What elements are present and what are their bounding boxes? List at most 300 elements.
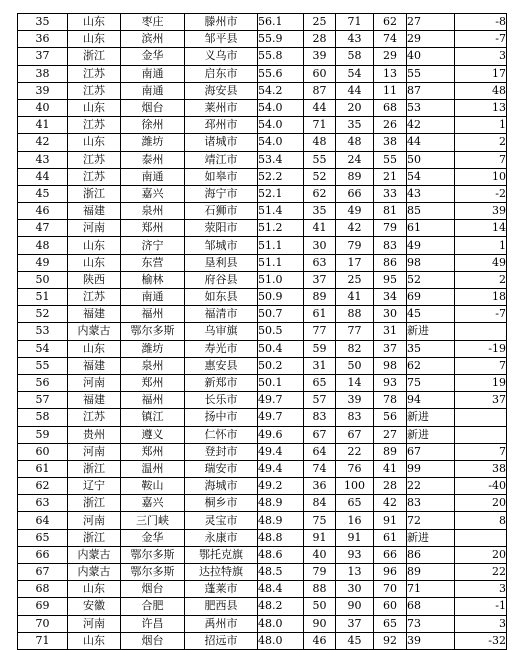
prev-rank-cell: 89 [407, 564, 455, 581]
prev-rank-cell: 40 [407, 48, 455, 65]
county-cell: 邳州市 [185, 117, 258, 134]
ranking-table-container [17, 13, 507, 650]
county-cell: 如东县 [185, 289, 258, 306]
indicator-2-cell: 16 [336, 512, 374, 529]
indicator-2-cell: 25 [336, 271, 374, 288]
indicator-3-cell: 41 [374, 460, 407, 477]
city-cell: 南通 [121, 168, 185, 185]
indicator-2-cell: 44 [336, 82, 374, 99]
rank-change-cell: 8 [455, 512, 507, 529]
province-cell: 河南 [68, 443, 121, 460]
prev-rank-cell: 69 [407, 289, 455, 306]
indicator-2-cell: 100 [336, 478, 374, 495]
province-cell: 山东 [68, 632, 121, 649]
province-cell: 福建 [68, 306, 121, 323]
city-cell: 枣庄 [121, 14, 185, 31]
rank-cell: 46 [18, 203, 68, 220]
rank-cell: 39 [18, 82, 68, 99]
city-cell: 嘉兴 [121, 495, 185, 512]
city-cell: 滨州 [121, 31, 185, 48]
indicator-2-cell: 58 [336, 48, 374, 65]
indicator-3-cell: 98 [374, 357, 407, 374]
table-row [18, 632, 507, 649]
city-cell: 榆林 [121, 271, 185, 288]
rank-change-cell: 49 [455, 254, 507, 271]
prev-rank-cell: 67 [407, 443, 455, 460]
province-cell: 内蒙古 [68, 546, 121, 563]
county-cell: 新郑市 [185, 374, 258, 391]
table-row [18, 495, 507, 512]
prev-rank-cell: 68 [407, 598, 455, 615]
indicator-1-cell: 57 [304, 392, 336, 409]
table-row [18, 478, 507, 495]
city-cell: 郑州 [121, 443, 185, 460]
indicator-1-cell: 28 [304, 31, 336, 48]
table-row [18, 409, 507, 426]
city-cell: 东营 [121, 254, 185, 271]
rank-change-cell: 3 [455, 581, 507, 598]
indicator-3-cell: 68 [374, 99, 407, 116]
prev-rank-cell: 94 [407, 392, 455, 409]
indicator-3-cell: 29 [374, 48, 407, 65]
rank-change-cell: 10 [455, 168, 507, 185]
province-cell: 河南 [68, 512, 121, 529]
province-cell: 辽宁 [68, 478, 121, 495]
county-cell: 瑞安市 [185, 460, 258, 477]
city-cell: 鄂尔多斯 [121, 323, 185, 340]
indicator-3-cell: 33 [374, 185, 407, 202]
rank-cell: 44 [18, 168, 68, 185]
prev-rank-cell: 29 [407, 31, 455, 48]
city-cell: 温州 [121, 460, 185, 477]
city-cell: 鄂尔多斯 [121, 546, 185, 563]
table-row [18, 31, 507, 48]
indicator-2-cell: 83 [336, 409, 374, 426]
province-cell: 河南 [68, 615, 121, 632]
table-row [18, 203, 507, 220]
county-cell: 福清市 [185, 306, 258, 323]
province-cell: 山东 [68, 14, 121, 31]
indicator-3-cell: 31 [374, 323, 407, 340]
indicator-3-cell: 62 [374, 14, 407, 31]
province-cell: 山东 [68, 254, 121, 271]
score-cell: 55.6 [258, 65, 304, 82]
county-cell: 登封市 [185, 443, 258, 460]
rank-cell: 45 [18, 185, 68, 202]
rank-cell: 48 [18, 237, 68, 254]
county-cell: 达拉特旗 [185, 564, 258, 581]
prev-rank-cell: 75 [407, 374, 455, 391]
province-cell: 山东 [68, 581, 121, 598]
prev-rank-cell: 39 [407, 632, 455, 649]
prev-rank-cell: 42 [407, 117, 455, 134]
rank-change-cell: 2 [455, 134, 507, 151]
score-cell: 52.1 [258, 185, 304, 202]
indicator-1-cell: 44 [304, 99, 336, 116]
indicator-3-cell: 13 [374, 65, 407, 82]
rank-change-cell: -19 [455, 340, 507, 357]
county-cell: 长乐市 [185, 392, 258, 409]
indicator-3-cell: 83 [374, 237, 407, 254]
county-cell: 海安县 [185, 82, 258, 99]
rank-change-cell: 38 [455, 460, 507, 477]
indicator-2-cell: 42 [336, 220, 374, 237]
indicator-1-cell: 40 [304, 546, 336, 563]
indicator-2-cell: 71 [336, 14, 374, 31]
score-cell: 54.2 [258, 82, 304, 99]
city-cell: 泰州 [121, 151, 185, 168]
rank-change-cell: 1 [455, 237, 507, 254]
indicator-1-cell: 65 [304, 374, 336, 391]
city-cell: 郑州 [121, 374, 185, 391]
rank-cell: 60 [18, 443, 68, 460]
province-cell: 浙江 [68, 48, 121, 65]
province-cell: 江苏 [68, 65, 121, 82]
prev-rank-cell: 62 [407, 357, 455, 374]
indicator-3-cell: 37 [374, 340, 407, 357]
rank-change-cell: 20 [455, 495, 507, 512]
prev-rank-cell: 86 [407, 546, 455, 563]
rank-change-cell: 1 [455, 117, 507, 134]
rank-cell: 66 [18, 546, 68, 563]
indicator-2-cell: 54 [336, 65, 374, 82]
indicator-2-cell: 50 [336, 357, 374, 374]
indicator-1-cell: 35 [304, 203, 336, 220]
indicator-1-cell: 91 [304, 529, 336, 546]
prev-rank-cell: 61 [407, 220, 455, 237]
score-cell: 55.9 [258, 31, 304, 48]
table-row [18, 151, 507, 168]
indicator-3-cell: 81 [374, 203, 407, 220]
city-cell: 徐州 [121, 117, 185, 134]
county-cell: 莱州市 [185, 99, 258, 116]
score-cell: 54.0 [258, 134, 304, 151]
score-cell: 48.6 [258, 546, 304, 563]
indicator-2-cell: 43 [336, 31, 374, 48]
rank-cell: 37 [18, 48, 68, 65]
indicator-1-cell: 89 [304, 289, 336, 306]
rank-cell: 38 [18, 65, 68, 82]
indicator-2-cell: 48 [336, 134, 374, 151]
table-row [18, 564, 507, 581]
score-cell: 48.4 [258, 581, 304, 598]
table-row [18, 254, 507, 271]
table-row [18, 134, 507, 151]
rank-cell: 40 [18, 99, 68, 116]
indicator-1-cell: 50 [304, 598, 336, 615]
score-cell: 48.2 [258, 598, 304, 615]
city-cell: 许昌 [121, 615, 185, 632]
rank-cell: 35 [18, 14, 68, 31]
score-cell: 52.2 [258, 168, 304, 185]
province-cell: 浙江 [68, 460, 121, 477]
indicator-1-cell: 64 [304, 443, 336, 460]
county-cell: 扬中市 [185, 409, 258, 426]
table-row [18, 340, 507, 357]
indicator-1-cell: 60 [304, 65, 336, 82]
table-row [18, 220, 507, 237]
indicator-1-cell: 61 [304, 306, 336, 323]
indicator-2-cell: 77 [336, 323, 374, 340]
city-cell: 潍坊 [121, 134, 185, 151]
table-row [18, 271, 507, 288]
county-cell: 海城市 [185, 478, 258, 495]
table-row [18, 581, 507, 598]
indicator-3-cell: 93 [374, 374, 407, 391]
province-cell: 江苏 [68, 82, 121, 99]
indicator-3-cell: 60 [374, 598, 407, 615]
rank-change-cell: 17 [455, 65, 507, 82]
province-cell: 江苏 [68, 289, 121, 306]
table-row [18, 323, 507, 340]
rank-cell: 42 [18, 134, 68, 151]
county-cell: 海宁市 [185, 185, 258, 202]
city-cell: 福州 [121, 392, 185, 409]
county-cell: 惠安县 [185, 357, 258, 374]
county-cell: 招远市 [185, 632, 258, 649]
table-row [18, 512, 507, 529]
indicator-3-cell: 61 [374, 529, 407, 546]
rank-change-cell [455, 409, 507, 426]
score-cell: 51.0 [258, 271, 304, 288]
prev-rank-cell: 98 [407, 254, 455, 271]
indicator-3-cell: 55 [374, 151, 407, 168]
ranking-table-body [18, 14, 507, 650]
city-cell: 鄂尔多斯 [121, 564, 185, 581]
indicator-2-cell: 67 [336, 426, 374, 443]
prev-rank-cell: 50 [407, 151, 455, 168]
indicator-1-cell: 52 [304, 168, 336, 185]
prev-rank-cell: 35 [407, 340, 455, 357]
indicator-1-cell: 75 [304, 512, 336, 529]
rank-change-cell [455, 323, 507, 340]
rank-change-cell: 3 [455, 615, 507, 632]
rank-cell: 65 [18, 529, 68, 546]
indicator-3-cell: 70 [374, 581, 407, 598]
indicator-2-cell: 91 [336, 529, 374, 546]
table-row [18, 460, 507, 477]
rank-change-cell: 7 [455, 357, 507, 374]
rank-cell: 61 [18, 460, 68, 477]
prev-rank-cell: 53 [407, 99, 455, 116]
indicator-3-cell: 78 [374, 392, 407, 409]
province-cell: 内蒙古 [68, 564, 121, 581]
city-cell: 金华 [121, 529, 185, 546]
province-cell: 山东 [68, 99, 121, 116]
county-cell: 肥西县 [185, 598, 258, 615]
score-cell: 54.0 [258, 117, 304, 134]
rank-change-cell [455, 529, 507, 546]
city-cell: 烟台 [121, 99, 185, 116]
indicator-3-cell: 74 [374, 31, 407, 48]
prev-rank-cell: 85 [407, 203, 455, 220]
score-cell: 50.4 [258, 340, 304, 357]
indicator-2-cell: 93 [336, 546, 374, 563]
prev-rank-cell: 49 [407, 237, 455, 254]
prev-rank-cell: 73 [407, 615, 455, 632]
indicator-1-cell: 39 [304, 48, 336, 65]
province-cell: 安徽 [68, 598, 121, 615]
province-cell: 河南 [68, 220, 121, 237]
score-cell: 51.1 [258, 237, 304, 254]
table-row [18, 529, 507, 546]
indicator-3-cell: 86 [374, 254, 407, 271]
indicator-3-cell: 91 [374, 512, 407, 529]
city-cell: 福州 [121, 306, 185, 323]
county-cell: 灵宝市 [185, 512, 258, 529]
rank-change-cell: 22 [455, 564, 507, 581]
county-cell: 蓬莱市 [185, 581, 258, 598]
rank-cell: 51 [18, 289, 68, 306]
province-cell: 山东 [68, 340, 121, 357]
prev-rank-cell: 新进 [407, 426, 455, 443]
prev-rank-cell: 72 [407, 512, 455, 529]
county-cell: 桐乡市 [185, 495, 258, 512]
prev-rank-cell: 22 [407, 478, 455, 495]
table-row [18, 443, 507, 460]
city-cell: 鞍山 [121, 478, 185, 495]
county-ranking-table [17, 13, 507, 650]
score-cell: 53.4 [258, 151, 304, 168]
rank-cell: 53 [18, 323, 68, 340]
city-cell: 南通 [121, 289, 185, 306]
table-row [18, 185, 507, 202]
indicator-1-cell: 36 [304, 478, 336, 495]
table-row [18, 14, 507, 31]
indicator-3-cell: 30 [374, 306, 407, 323]
indicator-2-cell: 88 [336, 306, 374, 323]
score-cell: 54.0 [258, 99, 304, 116]
county-cell: 寿光市 [185, 340, 258, 357]
city-cell: 金华 [121, 48, 185, 65]
county-cell: 靖江市 [185, 151, 258, 168]
prev-rank-cell: 71 [407, 581, 455, 598]
county-cell: 垦利县 [185, 254, 258, 271]
province-cell: 浙江 [68, 495, 121, 512]
province-cell: 福建 [68, 357, 121, 374]
province-cell: 山东 [68, 237, 121, 254]
city-cell: 郑州 [121, 220, 185, 237]
rank-change-cell: 19 [455, 374, 507, 391]
rank-change-cell: 37 [455, 392, 507, 409]
rank-change-cell: 13 [455, 99, 507, 116]
rank-cell: 58 [18, 409, 68, 426]
indicator-1-cell: 25 [304, 14, 336, 31]
indicator-1-cell: 90 [304, 615, 336, 632]
indicator-3-cell: 42 [374, 495, 407, 512]
rank-change-cell: 2 [455, 271, 507, 288]
rank-cell: 36 [18, 31, 68, 48]
indicator-2-cell: 20 [336, 99, 374, 116]
score-cell: 49.4 [258, 460, 304, 477]
province-cell: 贵州 [68, 426, 121, 443]
county-cell: 石狮市 [185, 203, 258, 220]
indicator-2-cell: 79 [336, 237, 374, 254]
indicator-1-cell: 67 [304, 426, 336, 443]
rank-cell: 59 [18, 426, 68, 443]
rank-change-cell: -8 [455, 14, 507, 31]
score-cell: 51.4 [258, 203, 304, 220]
rank-change-cell: 14 [455, 220, 507, 237]
province-cell: 江苏 [68, 409, 121, 426]
table-row [18, 289, 507, 306]
rank-cell: 57 [18, 392, 68, 409]
score-cell: 56.1 [258, 14, 304, 31]
prev-rank-cell: 45 [407, 306, 455, 323]
prev-rank-cell: 44 [407, 134, 455, 151]
county-cell: 如皋市 [185, 168, 258, 185]
prev-rank-cell: 54 [407, 168, 455, 185]
prev-rank-cell: 43 [407, 185, 455, 202]
province-cell: 江苏 [68, 168, 121, 185]
indicator-1-cell: 83 [304, 409, 336, 426]
score-cell: 48.0 [258, 632, 304, 649]
city-cell: 遵义 [121, 426, 185, 443]
score-cell: 51.1 [258, 254, 304, 271]
indicator-1-cell: 59 [304, 340, 336, 357]
prev-rank-cell: 新进 [407, 529, 455, 546]
rank-cell: 55 [18, 357, 68, 374]
indicator-2-cell: 49 [336, 203, 374, 220]
prev-rank-cell: 55 [407, 65, 455, 82]
indicator-1-cell: 55 [304, 151, 336, 168]
province-cell: 陕西 [68, 271, 121, 288]
rank-cell: 69 [18, 598, 68, 615]
indicator-1-cell: 71 [304, 117, 336, 134]
indicator-2-cell: 89 [336, 168, 374, 185]
score-cell: 50.9 [258, 289, 304, 306]
table-row [18, 237, 507, 254]
rank-change-cell: 48 [455, 82, 507, 99]
score-cell: 49.2 [258, 478, 304, 495]
score-cell: 51.2 [258, 220, 304, 237]
province-cell: 福建 [68, 203, 121, 220]
rank-cell: 52 [18, 306, 68, 323]
indicator-2-cell: 65 [336, 495, 374, 512]
indicator-2-cell: 82 [336, 340, 374, 357]
county-cell: 诸城市 [185, 134, 258, 151]
city-cell: 南通 [121, 65, 185, 82]
indicator-1-cell: 62 [304, 185, 336, 202]
indicator-1-cell: 79 [304, 564, 336, 581]
prev-rank-cell: 52 [407, 271, 455, 288]
rank-change-cell: -40 [455, 478, 507, 495]
score-cell: 50.2 [258, 357, 304, 374]
province-cell: 江苏 [68, 117, 121, 134]
rank-cell: 67 [18, 564, 68, 581]
table-row [18, 65, 507, 82]
rank-change-cell: -2 [455, 185, 507, 202]
province-cell: 江苏 [68, 151, 121, 168]
rank-cell: 56 [18, 374, 68, 391]
rank-change-cell: 20 [455, 546, 507, 563]
indicator-3-cell: 79 [374, 220, 407, 237]
score-cell: 55.8 [258, 48, 304, 65]
province-cell: 内蒙古 [68, 323, 121, 340]
rank-change-cell: 7 [455, 443, 507, 460]
indicator-3-cell: 38 [374, 134, 407, 151]
prev-rank-cell: 83 [407, 495, 455, 512]
indicator-1-cell: 88 [304, 581, 336, 598]
indicator-2-cell: 22 [336, 443, 374, 460]
prev-rank-cell: 新进 [407, 323, 455, 340]
city-cell: 烟台 [121, 632, 185, 649]
rank-cell: 47 [18, 220, 68, 237]
indicator-1-cell: 46 [304, 632, 336, 649]
indicator-1-cell: 84 [304, 495, 336, 512]
indicator-3-cell: 21 [374, 168, 407, 185]
county-cell: 邹城市 [185, 237, 258, 254]
